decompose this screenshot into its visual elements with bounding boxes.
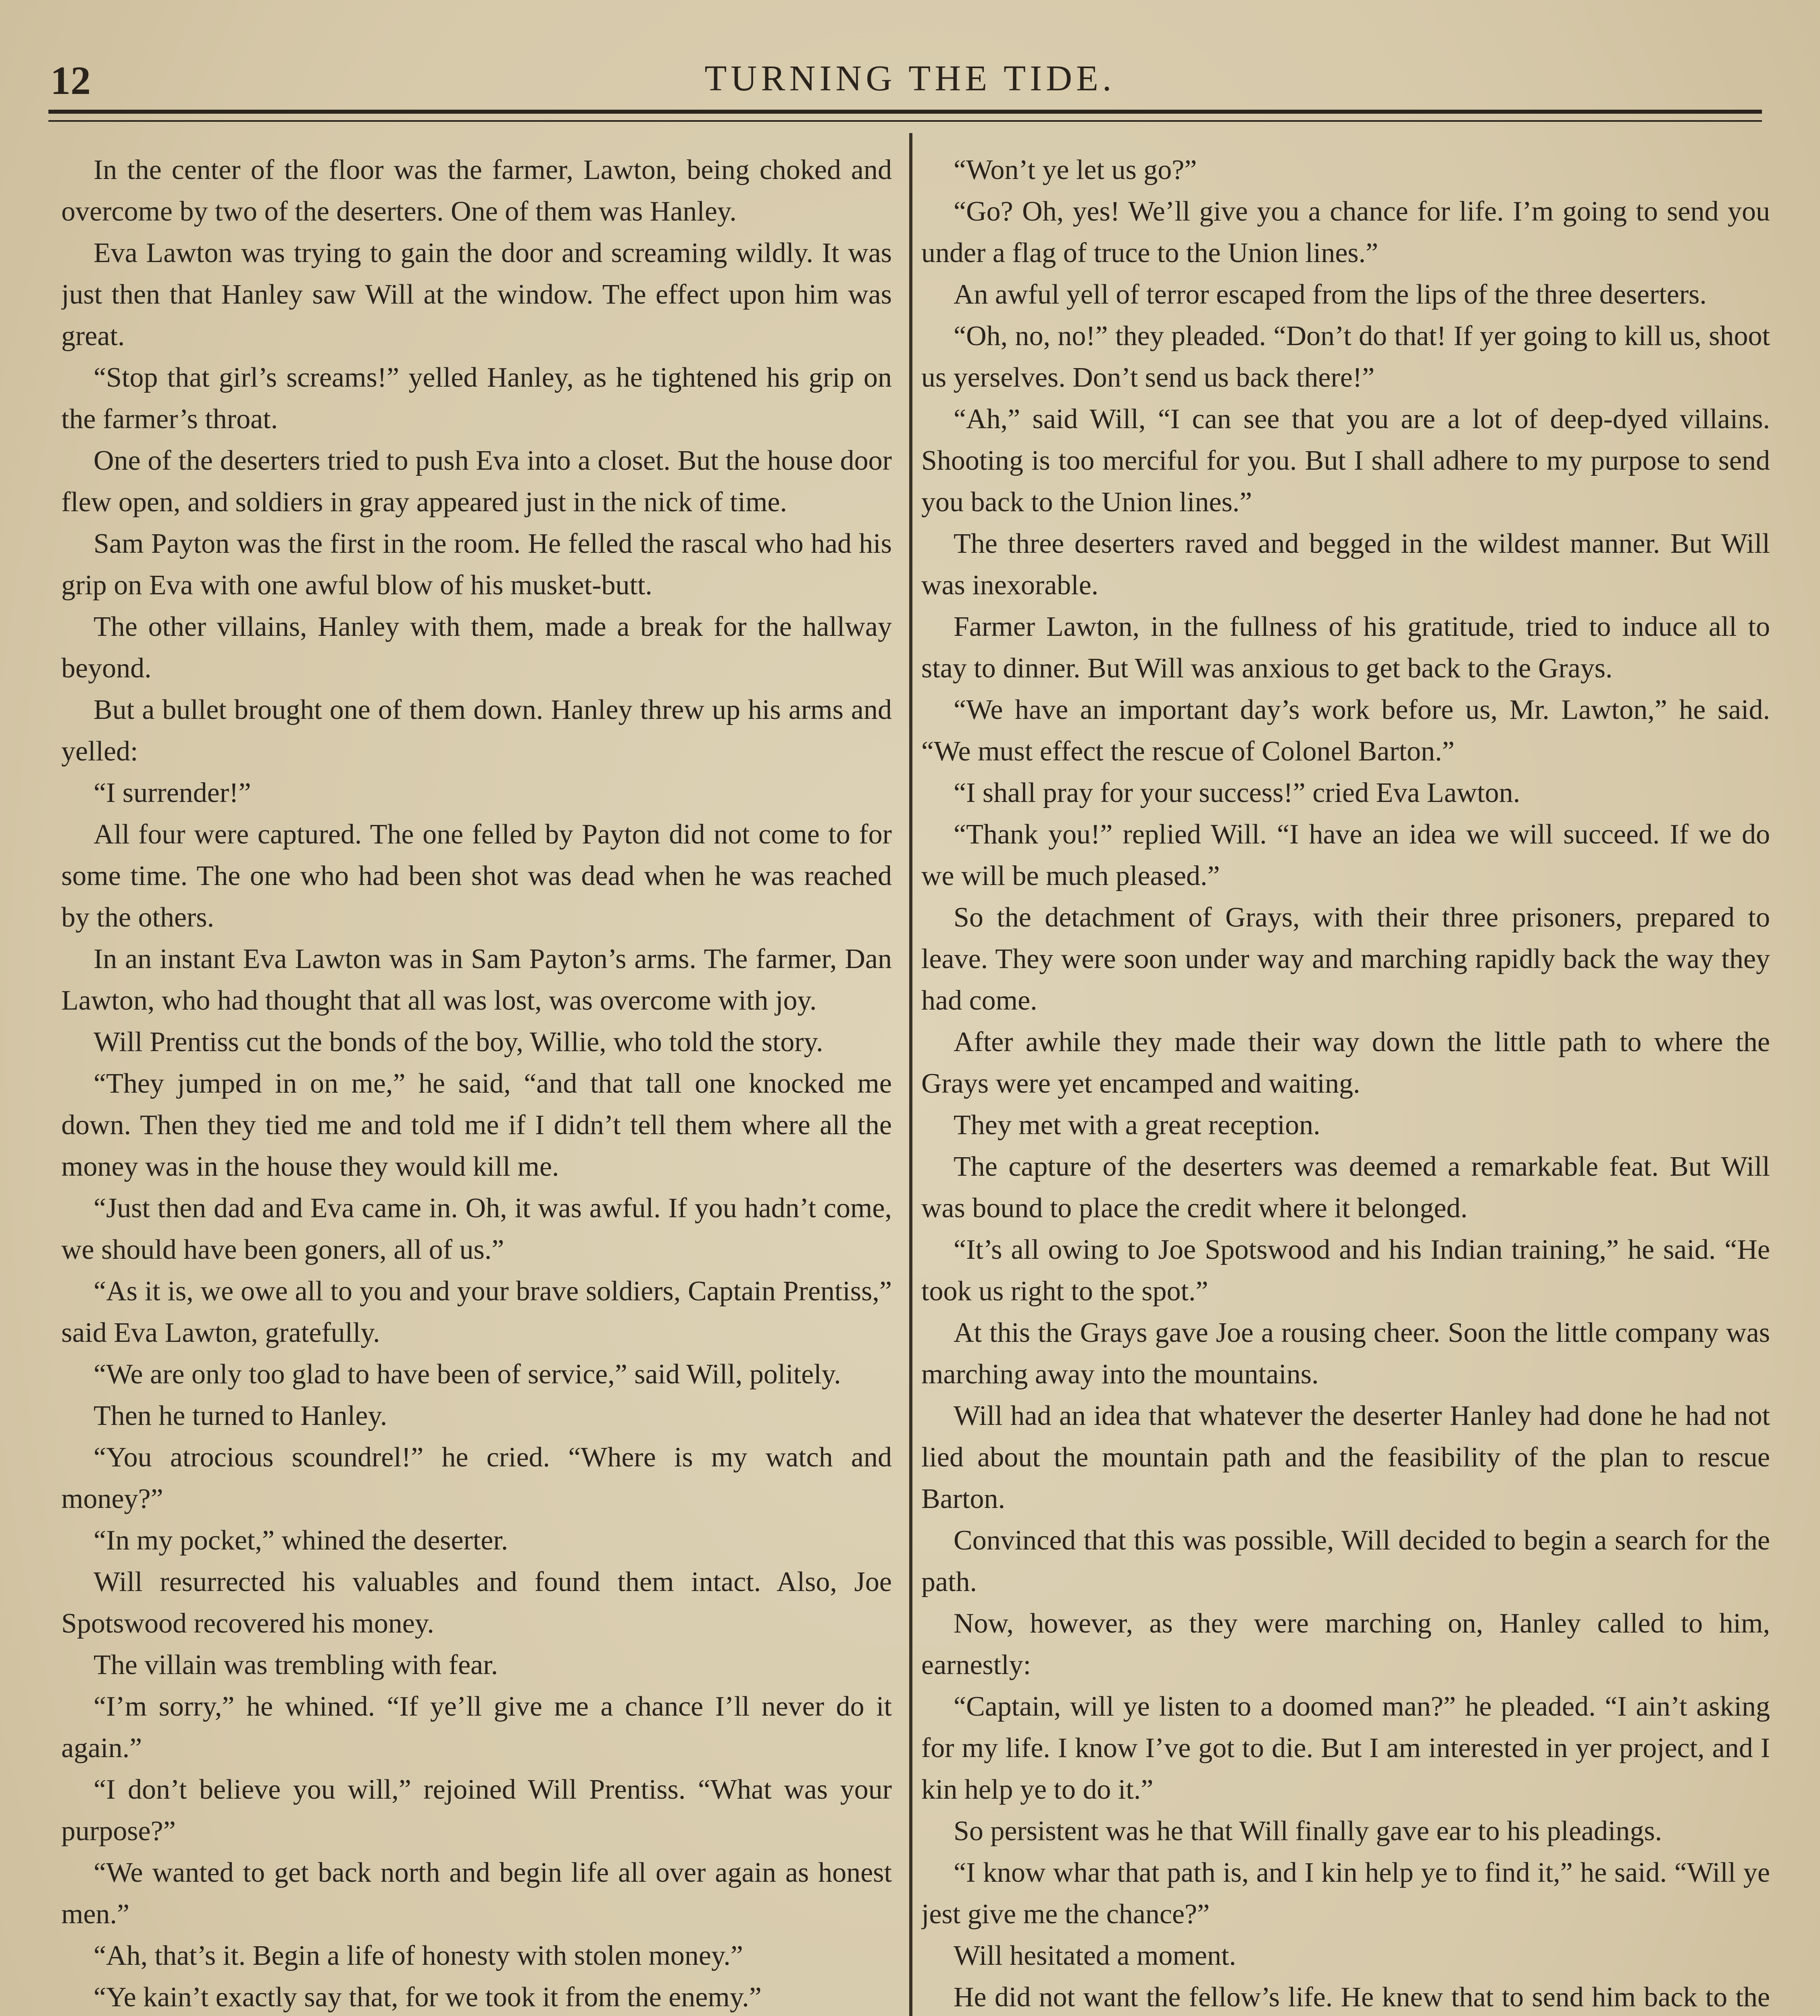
paragraph: “Captain, will ye listen to a doomed man?” he pleaded. “I ain’t asking for my life. I know I’ve got to die. But I am interested in yer project, and I kin help ye to do it.” [921,1691,1770,1805]
paragraph: Then he turned to Hanley. [94,1400,387,1431]
paragraph: “Won’t ye let us go?” [954,154,1197,185]
paragraph: At this the Grays gave Joe a rousing cheer. Soon the little company was marching away into the mountains. [921,1317,1770,1390]
left-column [61,149,892,2016]
paragraph: “I shall pray for your success!” cried Eva Lawton. [954,777,1520,808]
paragraph: The villain was trembling with fear. [94,1649,498,1681]
paragraph: In an instant Eva Lawton was in Sam Payton’s arms. The farmer, Dan Lawton, who had thought that all was lost, was overcome with joy. [61,943,892,1016]
paragraph: “I don’t believe you will,” rejoined Will Prentiss. “What was your purpose?” [61,1774,892,1847]
paragraph: So the detachment of Grays, with their three prisoners, prepared to leave. They were soon under way and marching rapidly back the way they had come. [921,902,1770,1016]
paragraph: Convinced that this was possible, Will decided to begin a search for the path. [921,1525,1770,1597]
paragraph: “You atrocious scoundrel!” he cried. “Where is my watch and money?” [61,1442,892,1514]
paragraph: “As it is, we owe all to you and your brave soldiers, Captain Prentiss,” said Eva Lawton, gratefully. [61,1276,892,1348]
paragraph: But a bullet brought one of them down. Hanley threw up his arms and yelled: [61,694,892,767]
paragraph: “Ah,” said Will, “I can see that you are a lot of deep-dyed villains. Shooting is too merciful for you. But I shall adhere to my purpose to send you back to the Union lines.” [921,404,1770,518]
paragraph: After awhile they made their way down the little path to where the Grays were yet encamped and waiting. [921,1027,1770,1099]
paragraph: “Oh, no, no!” they pleaded. “Don’t do that! If yer going to kill us, shoot us yerselves. Don’t send us back there!” [921,321,1770,393]
paragraph: “We have an important day’s work before us, Mr. Lawton,” he said. “We must effect the rescue of Colonel Barton.” [921,694,1770,767]
paragraph: Sam Payton was the first in the room. He felled the rascal who had his grip on Eva with one awful blow of his musket-butt. [61,528,892,601]
paragraph: “Stop that girl’s screams!” yelled Hanley, as he tightened his grip on the farmer’s throat. [61,362,892,435]
paragraph: “They jumped in on me,” he said, “and that tall one knocked me down. Then they tied me and told me if I didn’t tell them where all the money was in the house they would kill me. [61,1068,892,1182]
paragraph: So persistent was he that Will finally gave ear to his pleadings. [954,1816,1662,1847]
paragraph: Farmer Lawton, in the fullness of his gratitude, tried to induce all to stay to dinner. But Will was anxious to get back to the Grays. [921,611,1770,684]
paragraph: “I’m sorry,” he whined. “If ye’ll give me a chance I’ll never do it again.” [61,1691,892,1764]
paragraph: Will Prentiss cut the bonds of the boy, Willie, who told the story. [94,1027,823,1058]
paragraph: “I know whar that path is, and I kin help ye to find it,” he said. “Will ye jest give me the chance?” [921,1857,1770,1930]
header-rule-thick [48,110,1762,114]
paragraph: “It’s all owing to Joe Spotswood and his Indian training,” he said. “He took us right to the spot.” [921,1234,1770,1307]
page-number: 12 [50,58,91,103]
paragraph: An awful yell of terror escaped from the lips of the three deserters. [954,279,1707,310]
paragraph: Will had an idea that whatever the deserter Hanley had done he had not lied about the mountain path and the feasibility of the plan to rescue Barton. [921,1400,1770,1514]
header-rule-thin [48,120,1762,122]
page-header [0,48,1820,113]
paragraph: “Go? Oh, yes! We’ll give you a chance for life. I’m going to send you under a flag of truce to the Union lines.” [921,196,1770,269]
paragraph: “We are only too glad to have been of service,” said Will, politely. [94,1359,841,1390]
paragraph: “Ye kain’t exactly say that, for we took it from the enemy.” [94,1982,762,2013]
paragraph: In the center of the floor was the farmer, Lawton, being choked and overcome by two of the deserters. One of them was Hanley. [61,154,892,227]
running-title: TURNING THE TIDE. [704,58,1116,98]
paragraph: “Thank you!” replied Will. “I have an idea we will succeed. If we do we will be much pleased.” [921,819,1770,891]
paragraph: He did not want the fellow’s life. He knew that to send him back to the [954,1982,1770,2013]
paragraph: Now, however, as they were marching on, Hanley called to him, earnestly: [921,1608,1770,1681]
paragraph: Will hesitated a moment. [954,1940,1236,1971]
paragraph: The other villains, Hanley with them, made a break for the hallway beyond. [61,611,892,684]
paragraph: All four were captured. The one felled by Payton did not come to for some time. The one who had been shot was dead when he was reached by the others. [61,819,892,933]
paragraph: “I surrender!” [94,777,251,808]
paragraph: The three deserters raved and begged in the wildest manner. But Will was inexorable. [921,528,1770,601]
paragraph: The capture of the deserters was deemed a remarkable feat. But Will was bound to place the credit where it belonged. [921,1151,1770,1224]
column-divider [909,133,912,2016]
paragraph: Will resurrected his valuables and found them intact. Also, Joe Spotswood recovered his money. [61,1566,892,1639]
right-column [921,149,1770,2016]
paragraph: They met with a great reception. [954,1110,1320,1141]
paragraph: “Ah, that’s it. Begin a life of honesty with stolen money.” [94,1940,743,1971]
paragraph: One of the deserters tried to push Eva into a closet. But the house door flew open, and soldiers in gray appeared just in the nick of time. [61,445,892,518]
paragraph: “Just then dad and Eva came in. Oh, it was awful. If you hadn’t come, we should have been goners, all of us.” [61,1193,892,1265]
paragraph: “We wanted to get back north and begin life all over again as honest men.” [61,1857,892,1930]
paragraph: Eva Lawton was trying to gain the door and screaming wildly. It was just then that Hanley saw Will at the window. The effect upon him was great. [61,237,892,352]
paragraph: “In my pocket,” whined the deserter. [94,1525,508,1556]
